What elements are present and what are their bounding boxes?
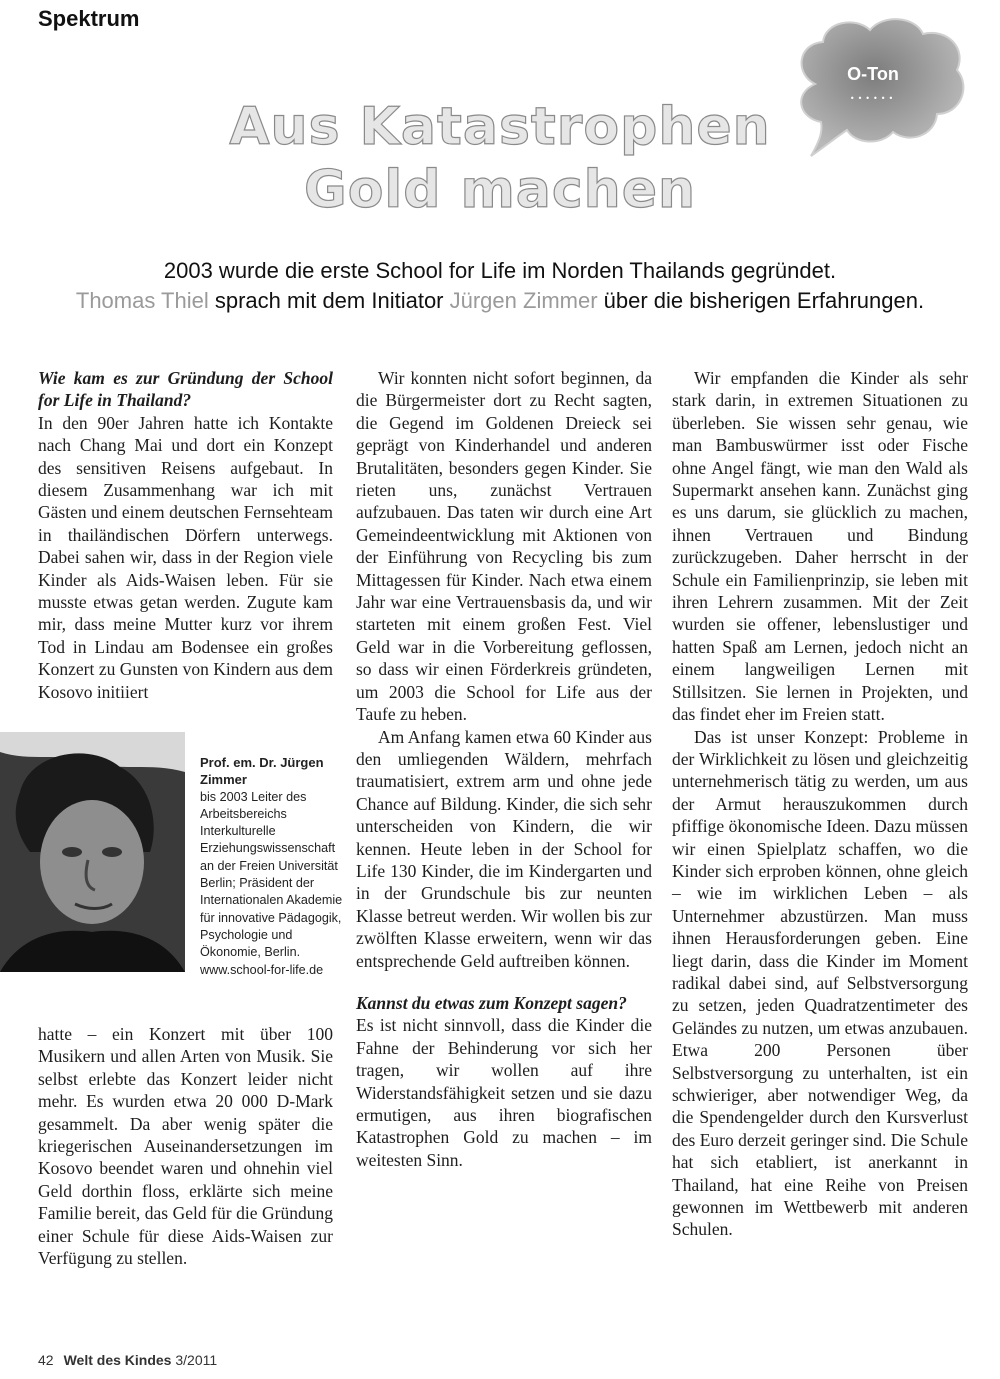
badge-dots: •••••• bbox=[849, 94, 897, 103]
lead-author: Thomas Thiel bbox=[75, 288, 209, 313]
col2-paragraph-2: Am Anfang kamen etwa 60 Kinder aus den umliegenden Wäldern, mehrfach traumatisiert, extrem arm und ohne jede Chance auf Bildung. Kinder, die sich sehr unterscheiden von Kindern, die wir kennen. Heute leben in der School for Life 130 Kinder, die im Kindergarten und in der Grundschule bis zur neunten Klasse betreut werden. Wir wollen bis zur zwölften Klasse erweitern, wenn wir das entsprechende Geld auftreiben können. bbox=[356, 726, 652, 971]
answer-1-part-a: In den 90er Jahren hatte ich Kontakte nach Chang Mai und dort ein Konzept des sensitiven Reisens aufgebaut. In diesem Zusammenhang war ich mit Gästen und einem deutschen Fernsehteam in thailändischen Dörfern unterwegs. Dabei sahen wir, dass in der Region viele Kinder als Aids-Waisen leben. Für sie musste etwas getan werden. Zugute kam mir, dass meine Mutter kurz vor ihrem Tod in Lindau am Bodensee ein großes Konzert zu Gunsten von Kindern aus dem Kosovo initiiert bbox=[38, 412, 333, 702]
answer-1-part-b: hatte – ein Konzert mit über 100 Musikern und allen Arten von Musik. Sie selbst erlebte das Konzert leider nicht mehr. Es wurden etwa 20 000 D-Mark gesammelt. Da aber wenig später die kriegerischen Auseinandersetzungen im Kosovo beendet waren und ohnehin viel Geld dorthin floss, erklärte sich meine Familie bereit, das Geld für die Gründung einer Schule für diese Aids-Waisen zur Verfügung zu stellen. bbox=[38, 1024, 333, 1269]
caption-name: Prof. em. Dr. Jürgen Zimmer bbox=[200, 755, 324, 788]
lead-end: über die bisherigen Erfahrungen. bbox=[597, 288, 925, 313]
caption-text: bis 2003 Leiter des Arbeitsbereichs Interkulturelle Erziehungswissenschaft an der Freien Universität Berlin; Präsident der Internationalen Akademie für innovative Pädagogik, Psychologie und Ökonomie, Berlin. bbox=[200, 789, 343, 960]
page-footer bbox=[38, 1352, 217, 1368]
column-2 bbox=[356, 367, 652, 1171]
col3-paragraph-2: Das ist unser Konzept: Probleme in der Wirklichkeit zu lösen und gleichzeitig unternehmerisch tätig zu werden, um aus der Armut herauszukommen durch pfiffige ökonomische Ideen. Dazu müssen wir einen Spielplatz schaffen, wo die Kinder sich erproben können, ohne gleich – wie im wirklichen Leben – als Unternehmer abzustürzen. Man muss ihnen Herausforderungen geben. Eine liegt darin, dass die Kinder im Moment radikal dabei sind, auf Selbstversorgung zu setzen, jeden Quadratzentimeter des Geländes zu nutzen, um etwas anzubauen. Etwa 200 Personen über Selbstversorgung zu unterhalten, ist ein schwieriger, aber notwendiger Weg, da die Spendengelder durch den Kursverlust des Euro derzeit geringer sind. Die Schule hat sich etabliert, ist anerkannt in Thailand, hat eine Reihe von Preisen gewonnen im Wettbewerb mit anderen Schulen. bbox=[672, 726, 968, 1240]
question-2: Kannst du etwas zum Konzept sagen? bbox=[356, 992, 627, 1013]
lead-line-1: 2003 wurde die erste School for Life im Norden Thailands gegründet. bbox=[163, 258, 837, 283]
lead-interviewee: Jürgen Zimmer bbox=[449, 288, 598, 313]
column-3 bbox=[672, 367, 968, 1241]
issue-number: 3/2011 bbox=[175, 1352, 218, 1368]
column-1-bottom bbox=[38, 1023, 333, 1269]
col2-paragraph-3: Es ist nicht sinnvoll, dass die Kinder die Fahne der Behinderung vor sich her tragen, wir wollen auf ihre Widerstandsfähigkeit setzen und sie dazu ermutigen, aus ihren biografischen Katastrophen Gold zu machen – im weitesten Sinn. bbox=[356, 1015, 652, 1170]
photo-caption bbox=[200, 754, 345, 979]
headline-line-2: Gold machen bbox=[304, 160, 696, 220]
page-number: 42 bbox=[38, 1352, 54, 1368]
o-ton-badge: O-Ton bbox=[847, 64, 899, 84]
col3-paragraph-1: Wir empfanden die Kinder als sehr stark darin, in extremen Situationen zu überleben. Sie wissen sehr genau, wie man Bambuswürmer isst oder Fische ohne Angel fängt, wie man den Wald als Supermarkt ansehen kann. Zunächst ging es uns darum, sie glücklich zu machen, ihnen Vertrauen und Bindung zurückzugeben. Daher herrscht in der Schule ein Familienprinzip, sie leben mit ihren Lehrern zusammen. Mit der Zeit wurden sie offener, lebenslustiger und hatten Spaß am Lernen, jedoch nicht an einem langweiligen Lernen mit Stillsitzen. Sie lernen in Projekten, und das findet eher im Freien statt. bbox=[672, 368, 968, 725]
lead-line-2 bbox=[0, 288, 1000, 314]
caption-url: www.school-for-life.de bbox=[200, 962, 324, 977]
lead-mid: sprach mit dem Initiator bbox=[208, 288, 450, 313]
magazine-name: Welt des Kindes bbox=[63, 1352, 172, 1368]
section-label: Spektrum bbox=[38, 6, 140, 31]
col2-paragraph-1: Wir konnten nicht sofort beginnen, da die Bürgermeister dort zu Recht sagten, die Gegend im Goldenen Dreieck sei geprägt von Kinderhandel und anderen Brutalitäten, besonders gegen Kinder. Sie rieten uns, zunächst Vertrauen aufzubauen. Das taten wir durch eine Art Gemeindeentwicklung mit Aktionen von der Einführung von Recycling bis zum Mittagessen für Kinder. Nach etwa einem Jahr war eine Vertrauensbasis da, und wir starteten mit einem großen Fest. Viel Geld war in die Vorbereitung geflossen, so dass wir einen Förderkreis gründeten, um 2003 die School for Life aus der Taufe zu heben. bbox=[356, 368, 652, 725]
headline-line-1: Aus Katastrophen bbox=[229, 97, 771, 157]
column-1-top bbox=[38, 367, 333, 703]
question-1: Wie kam es zur Gründung der School for Life in Thailand? bbox=[38, 368, 333, 411]
portrait-photo bbox=[0, 732, 185, 972]
